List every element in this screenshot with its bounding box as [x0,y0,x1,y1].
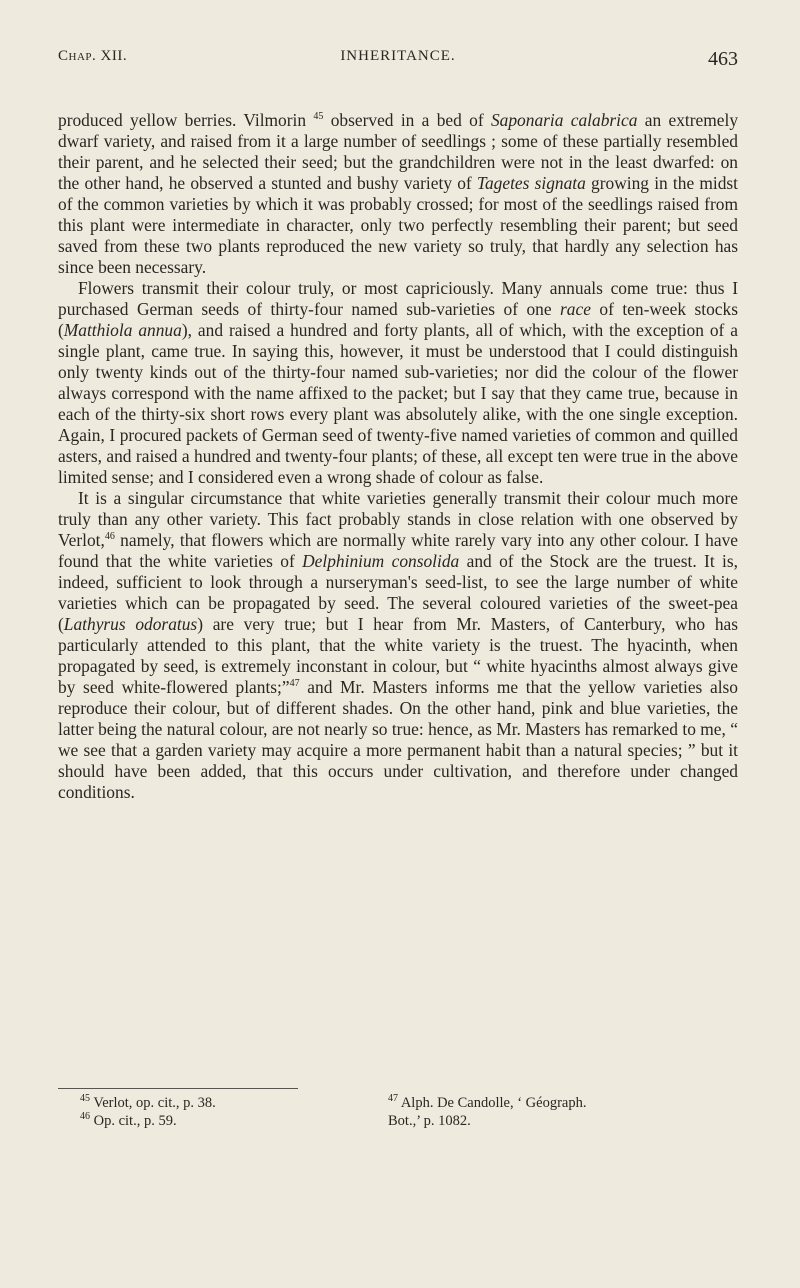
chapter-label: Chap. XII. [58,48,128,64]
footnotes-right-column [388,1094,748,1130]
text-run: of ten-week stocks ( [58,299,738,340]
italic-term: Tagetes signata [476,173,586,193]
text-run: an extremely dwarf variety, and raised from it a large number of seedlings ; some of these partially resembled their parent, and he selected their seed; but the grandchildren were not in the least dwarfed: on the other hand, he observed a stunted and bushy variety of [58,110,739,193]
text-run: observed in a bed of [323,110,491,130]
footnote-number: 45 [80,1093,90,1105]
text-run: and of the Stock are the truest. It is, indeed, sufficient to look through a nurseryman's seed-list, to see the large number of white varieties which can be propagated by seed. The several coloured varieties of the sweet-pea ( [58,551,738,634]
italic-term: Delphinium consolida [302,551,460,571]
footnote-rule [58,1088,298,1089]
running-header [58,48,738,74]
footnote [388,1094,748,1112]
footnote [80,1094,380,1112]
footnote-ref: 45 [313,111,324,123]
italic-term: Matthiola annua [63,320,182,340]
paragraph [58,488,738,803]
text-run: produced yellow berries. Vilmorin [58,110,314,130]
text-run: growing in the midst of the common varieties by which it was probably crossed; for most of the seedlings raised from this plant were intermediate in character, only two perfectly resembling their parent; but seed saved from these two plants reproduced the new variety so truly, that hardly any selection has since been necessary. [58,173,739,277]
page-number: 463 [708,48,738,70]
footnote-text: Verlot, op. cit., p. 38. [90,1095,216,1111]
footnote [388,1112,748,1130]
body-text [58,110,738,803]
italic-term: race [560,299,591,319]
footnote [80,1112,380,1130]
footnote-text: Alph. De Candolle, ‘ Géograph. [398,1095,587,1111]
text-run: ), and raised a hundred and forty plants, all of which, with the exception of a single plant, came true. In saying this, however, it must be understood that I could distinguish only twenty kinds out of the thirty-four named sub-varieties; nor did the colour of the flower always correspond with the name affixed to the packet; but I say that they came true, because in each of the thirty-six short rows every plant was absolutely alike, with the one single exception. Again, I procured packets of German seed of twenty-five named varieties of common and quilled asters, and raised a hundred and twenty-four plants; of these, all except ten were true in the above limited sense; and I considered even a wrong shade of colour as false. [58,320,739,487]
footnotes-left-column [80,1094,380,1130]
footnote-text: Bot.,’ p. 1082. [388,1113,471,1129]
footnote-number: 46 [80,1111,90,1123]
footnote-number: 47 [388,1093,398,1105]
text-run: namely, that flowers which are normally white rarely vary into any other colour. I have found that the white varieties of [58,530,738,571]
section-title: INHERITANCE. [340,48,456,64]
text-run: and Mr. Masters informs me that the yellow varieties also reproduce their colour, but of different shades. On the other hand, pink and blue varieties, the latter being the natural colour, are not nearly so true: hence, as Mr. Masters has remarked to me, “ we see that a garden variety may acquire a more permanent habit than a natural species; ” but it should have been added, that this occurs under cultivation, and therefore under changed conditions. [58,677,738,802]
footnote-ref: 46 [104,531,115,543]
paragraph [58,110,738,278]
text-run: Flowers transmit their colour truly, or most capriciously. Many annuals come true: thus I purchased German seeds of thirty-four named sub-varieties of one [58,278,738,319]
italic-term: Saponaria calabrica [490,110,638,130]
paragraph [58,278,738,488]
text-run: It is a singular circumstance that white varieties generally transmit their colour much more truly than any other variety. This fact probably stands in close relation with one observed by Verlot, [58,488,738,550]
footnote-text: Op. cit., p. 59. [90,1113,177,1129]
text-run: ) are very true; but I hear from Mr. Masters, of Canterbury, who has particularly attended to this plant, that the white variety is the truest. The hyacinth, when propagated by seed, is extremely inconstant in colour, but “ white hyacinths almost always give by seed white-flowered plants;” [58,614,738,697]
italic-term: Lathyrus odoratus [63,614,198,634]
footnote-ref: 47 [289,678,300,690]
